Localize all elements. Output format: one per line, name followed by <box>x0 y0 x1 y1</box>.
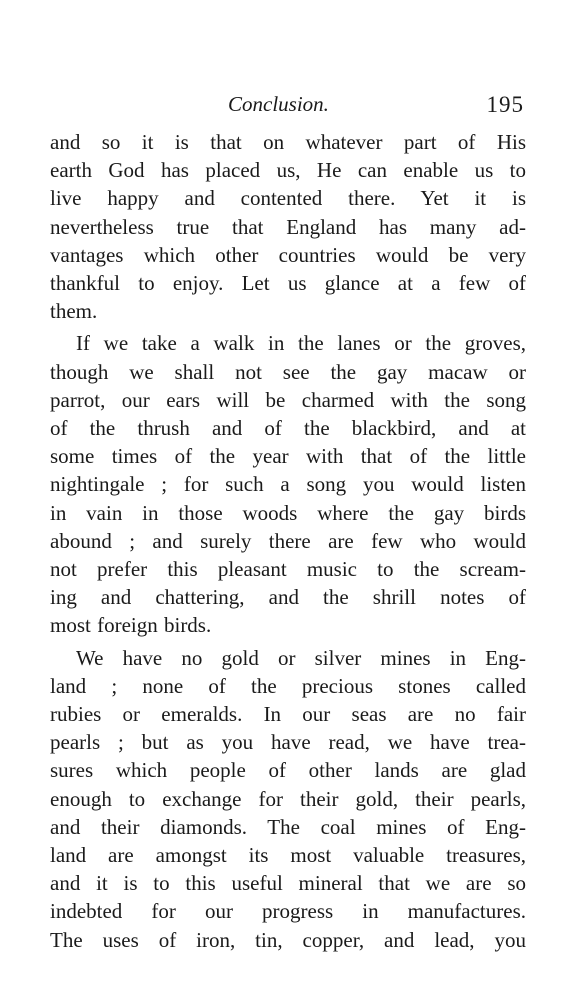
text-line: enough to exchange for their gold, their pearls, <box>50 786 526 811</box>
running-head <box>50 92 526 128</box>
text-line: nevertheless true that England has many ad- <box>50 214 526 239</box>
text-line: We have no gold or silver mines in Eng- <box>76 645 526 670</box>
text-line: them. <box>50 299 98 324</box>
text-line: land ; none of the precious stones called <box>50 673 526 698</box>
text-line: most foreign birds. <box>50 613 212 638</box>
text-line: nightingale ; for such a song you would listen <box>50 472 526 497</box>
paragraph-1 <box>50 128 526 325</box>
body-text <box>50 128 526 954</box>
text-line: parrot, our ears will be charmed with the song <box>50 387 526 412</box>
text-line: and their diamonds. The coal mines of Eng- <box>50 814 526 839</box>
text-line: abound ; and surely there are few who would <box>50 528 526 553</box>
paragraph-3 <box>50 644 526 954</box>
text-line: indebted for our progress in manufactures. <box>50 899 526 924</box>
text-line: The uses of iron, tin, copper, and lead, you <box>50 927 526 952</box>
text-line: pearls ; but as you have read, we have trea- <box>50 730 526 755</box>
text-line: rubies or emeralds. In our seas are no fair <box>50 702 526 727</box>
text-line: of the thrush and of the blackbird, and at <box>50 416 526 441</box>
text-line: earth God has placed us, He can enable us to <box>50 158 526 183</box>
text-line: and it is to this useful mineral that we are so <box>50 871 526 896</box>
text-line: live happy and contented there. Yet it is <box>50 186 526 211</box>
chapter-title: Conclusion. <box>228 92 329 116</box>
text-line: thankful to enjoy. Let us glance at a few of <box>50 271 526 296</box>
text-line: If we take a walk in the lanes or the groves, <box>76 331 526 356</box>
text-line: some times of the year with that of the little <box>50 444 526 469</box>
text-line: sures which people of other lands are glad <box>50 758 526 783</box>
page-number: 195 <box>486 92 524 117</box>
text-line: and so it is that on whatever part of His <box>50 130 526 154</box>
text-line: vantages which other countries would be very <box>50 242 526 267</box>
text-line: land are amongst its most valuable treasures, <box>50 843 526 868</box>
paragraph-2 <box>50 329 526 639</box>
text-line: ing and chattering, and the shrill notes of <box>50 585 526 610</box>
text-line: not prefer this pleasant music to the scream- <box>50 557 526 582</box>
text-line: in vain in those woods where the gay birds <box>50 500 526 525</box>
text-line: though we shall not see the gay macaw or <box>50 359 526 384</box>
